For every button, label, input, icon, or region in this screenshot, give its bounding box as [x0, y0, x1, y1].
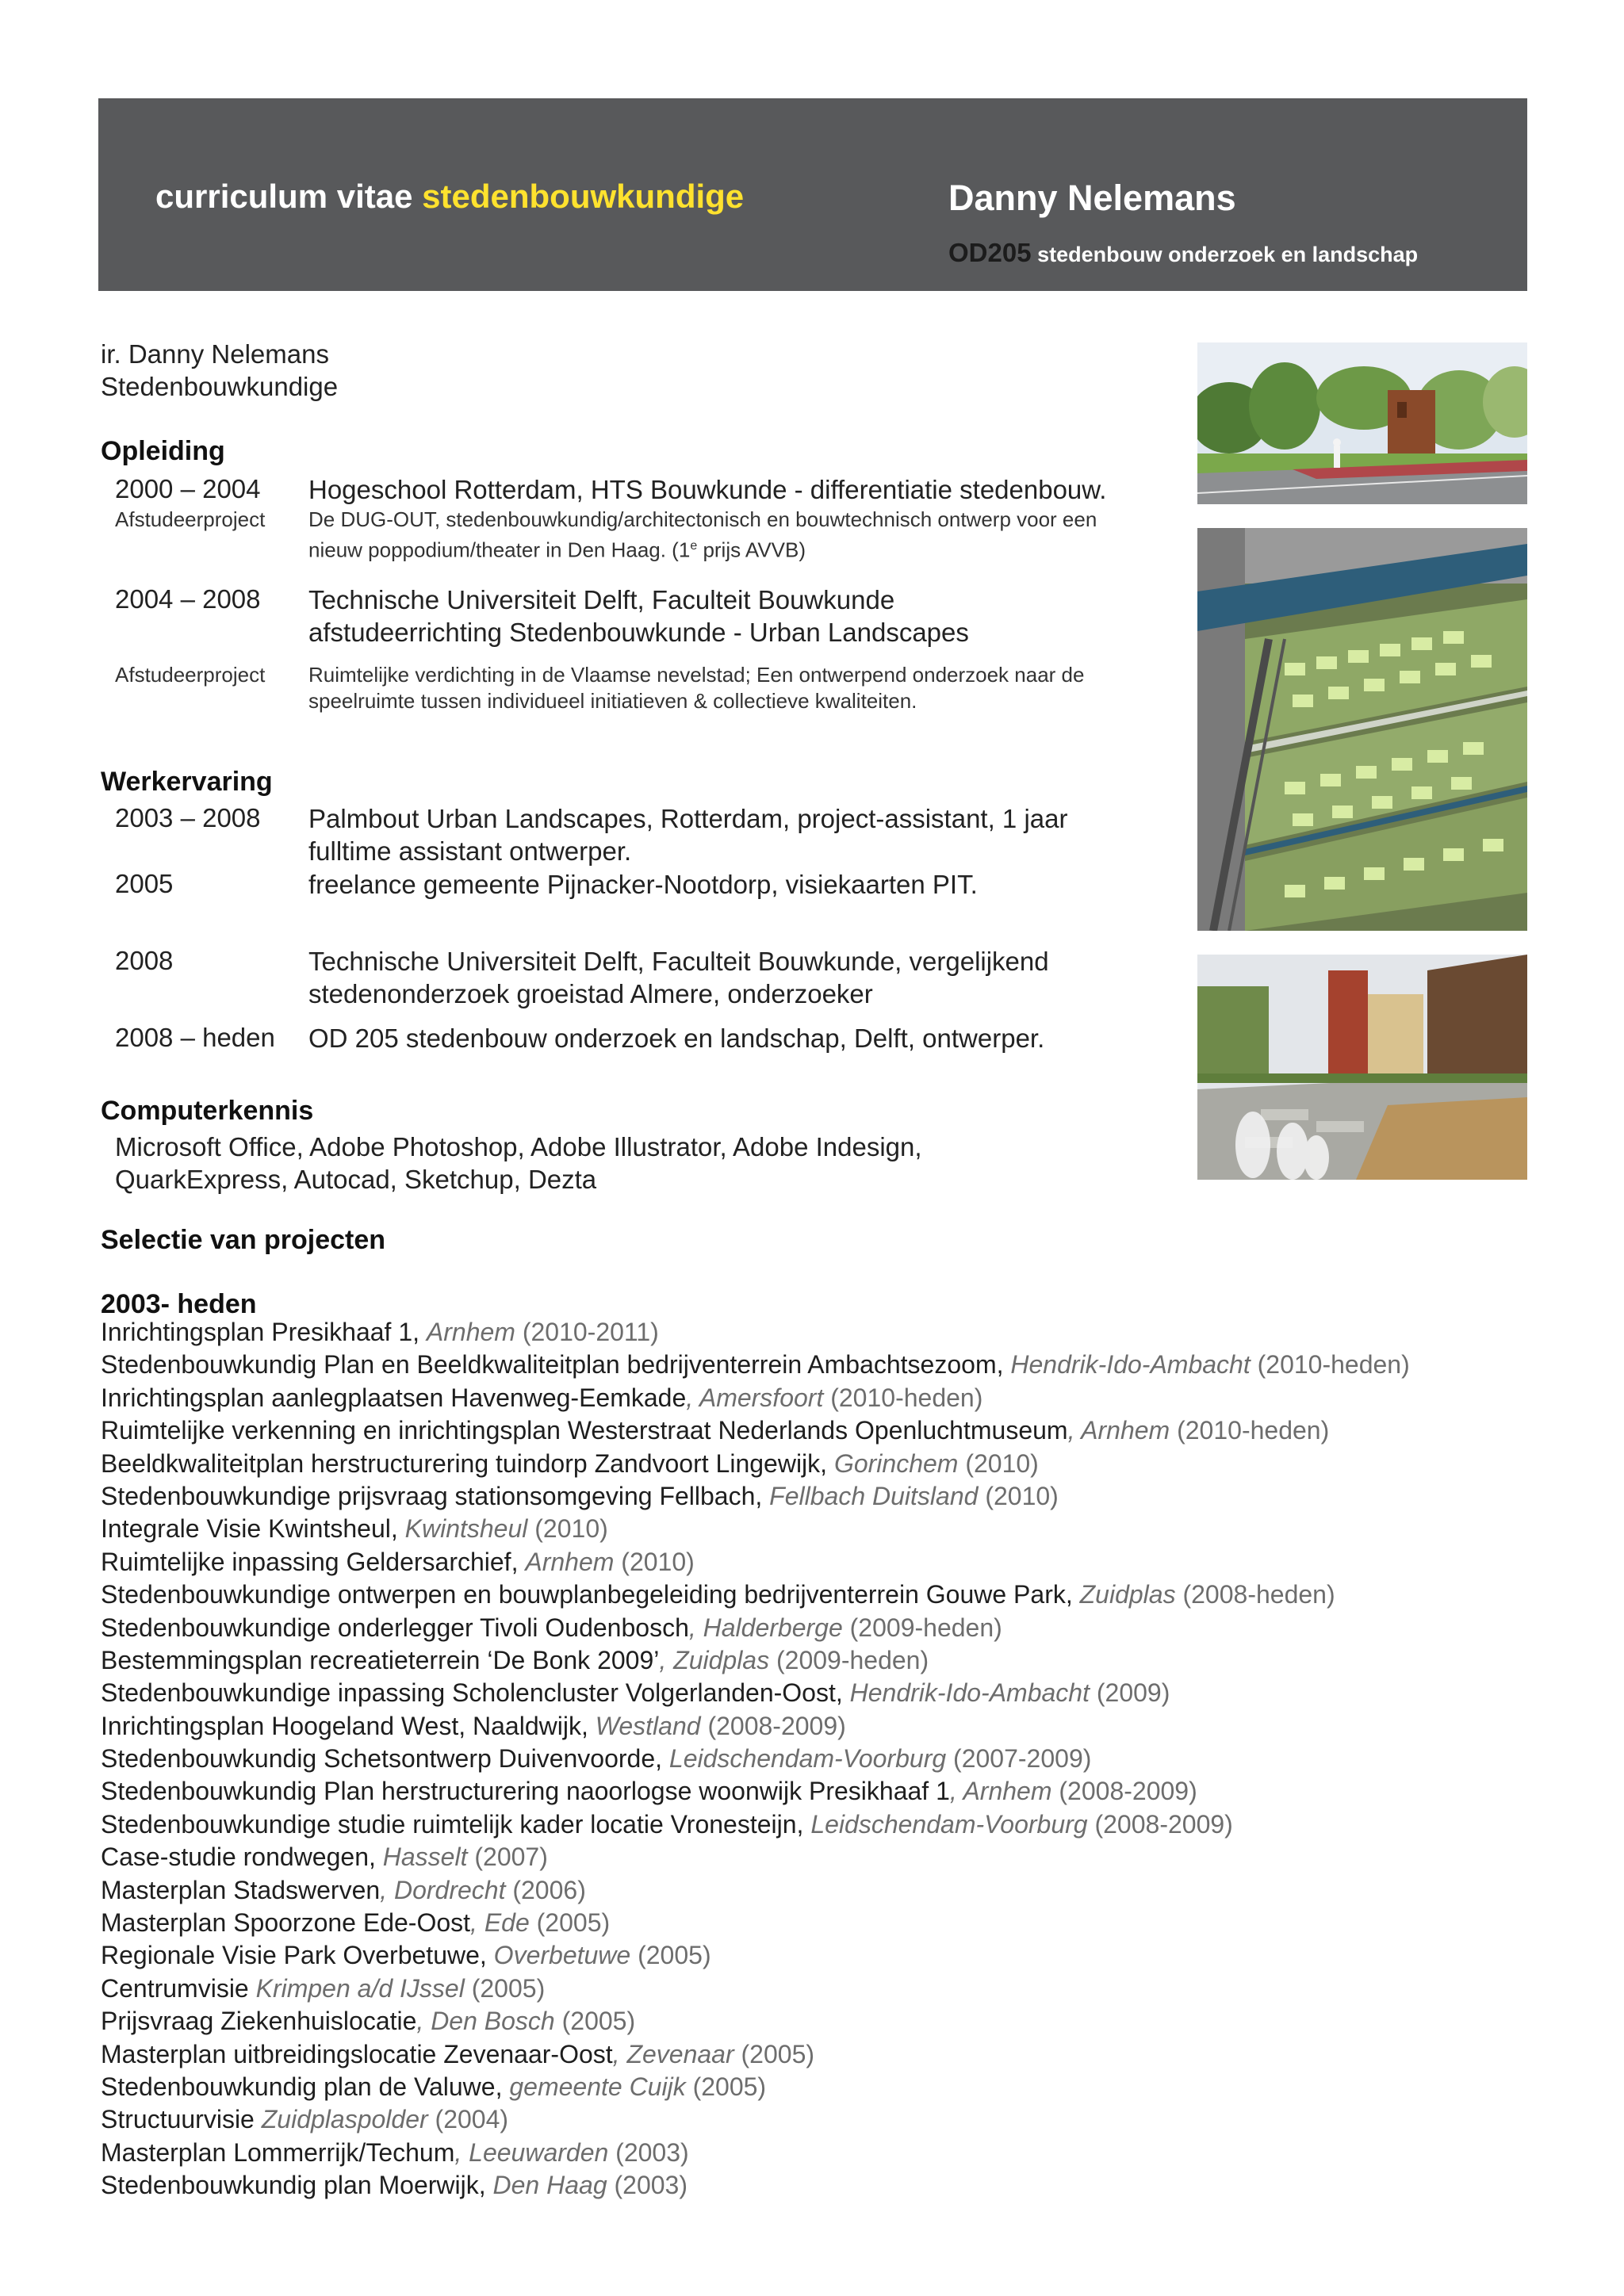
project-place: , Leeuwarden [454, 2137, 609, 2167]
street-rendering-image [1197, 342, 1527, 504]
project-title: Centrumvisie [101, 1973, 256, 2003]
project-years: (2010-heden) [823, 1383, 983, 1412]
project-title: Masterplan Spoorzone Ede-Oost [101, 1908, 471, 1938]
project-item [101, 1874, 1410, 1907]
project-years: (2008-2009) [700, 1711, 846, 1740]
project-years: (2009-heden) [769, 1645, 929, 1674]
project-title: Stedenbouwkundige prijsvraag stationsomgeving Fellbach, [101, 1481, 770, 1510]
education-thesis-detail: De DUG-OUT, stedenbouwkundig/architectonisch en bouwtechnisch ontwerp voor een [308, 507, 1097, 531]
project-title: Stedenbouwkundig Plan herstructurering naoorlogse woonwijk Presikhaaf 1 [101, 1777, 950, 1806]
work-description: Palmbout Urban Landscapes, Rotterdam, project-assistant, 1 jaar [308, 804, 1068, 833]
education-years: 2000 – 2004 [115, 474, 261, 503]
project-item [101, 1513, 1410, 1545]
education-years: 2004 – 2008 [115, 584, 261, 614]
person-role: Stedenbouwkundige [101, 372, 339, 401]
project-place: , Arnhem [949, 1777, 1052, 1806]
project-item [101, 1808, 1410, 1841]
work-years: 2005 [115, 869, 174, 898]
education-heading: Opleiding [101, 436, 225, 466]
project-item [101, 1414, 1410, 1447]
education-thesis-detail [308, 533, 806, 564]
work-description: freelance gemeente Pijnacker-Nootdorp, visiekaarten PIT. [308, 870, 978, 899]
project-title: Bestemmingsplan recreatieterrein ‘De Bonk 2009’ [101, 1645, 660, 1674]
education-institution: Technische Universiteit Delft, Faculteit Bouwkunde [308, 585, 895, 614]
project-item [101, 1349, 1410, 1381]
project-title: Ruimtelijke verkenning en inrichtingsplan Westerstraat Nederlands Openluchtmuseum [101, 1416, 1068, 1445]
education-thesis-label: Afstudeerproject [115, 507, 266, 531]
detail-text: prijs AVVB) [697, 538, 806, 562]
project-item [101, 2038, 1410, 2071]
title-accent: stedenbouwkundige [422, 178, 745, 215]
project-title: Ruimtelijke inpassing Geldersarchief, [101, 1547, 526, 1576]
work-description: OD 205 stedenbouw onderzoek en landschap, Delft, ontwerper. [308, 1024, 1045, 1053]
project-place: Zuidplaspolder [261, 2105, 428, 2134]
project-title: Stedenbouwkundige ontwerpen en bouwplanbegeleiding bedrijventerrein Gouwe Park, [101, 1580, 1080, 1609]
superscript: e [690, 539, 698, 553]
project-years: (2005) [529, 1908, 611, 1938]
project-item [101, 1677, 1410, 1709]
project-title: Structuurvisie [101, 2105, 262, 2134]
project-place: Westland [595, 1711, 701, 1740]
detail-text: nieuw poppodium/theater in Den Haag. (1 [308, 538, 691, 562]
work-years: 2003 – 2008 [115, 803, 261, 832]
project-place: Overbetuwe [493, 1941, 631, 1970]
project-item [101, 2005, 1410, 2038]
project-years: (2005) [733, 2039, 815, 2068]
project-place: Hendrik-Ido-Ambacht [1010, 1350, 1251, 1380]
project-years: (2010) [978, 1481, 1059, 1510]
project-place: Hendrik-Ido-Ambacht [849, 1678, 1090, 1708]
project-years: (2010-2011) [515, 1318, 659, 1346]
project-item [101, 1480, 1410, 1513]
cv-title [155, 178, 744, 216]
org-name: stedenbouw onderzoek en landschap [1037, 243, 1419, 266]
project-years: (2009) [1089, 1678, 1170, 1708]
project-title: Masterplan Stadswerven [101, 1875, 381, 1904]
plaza-rendering-image [1197, 955, 1527, 1180]
project-years: (2005) [630, 1941, 711, 1970]
project-years: (2005) [554, 2007, 636, 2036]
project-years: (2010-heden) [1170, 1416, 1330, 1445]
project-item [101, 1448, 1410, 1480]
project-title: Integrale Visie Kwintsheul, [101, 1514, 405, 1544]
project-years: (2010) [614, 1547, 695, 1576]
work-heading: Werkervaring [101, 767, 273, 797]
project-years: (2009-heden) [842, 1613, 1002, 1642]
project-item [101, 1939, 1410, 1972]
aerial-site-plan-image [1197, 528, 1527, 931]
project-place: , Halderberge [688, 1613, 843, 1642]
project-item [101, 1907, 1410, 1939]
computer-heading: Computerkennis [101, 1096, 314, 1126]
project-place: , Dordrecht [380, 1875, 506, 1904]
project-place: , Zuidplas [659, 1645, 770, 1674]
organisation [948, 238, 1418, 268]
project-years: (2010) [958, 1448, 1039, 1478]
project-item [101, 2103, 1410, 2136]
project-list [101, 1316, 1410, 2202]
project-place: , Amersfoort [686, 1383, 824, 1412]
project-place: , Arnhem [1067, 1416, 1170, 1445]
project-title: Regionale Visie Park Overbetuwe, [101, 1941, 494, 1970]
project-place: , Zevenaar [612, 2039, 734, 2068]
computer-skills: Microsoft Office, Adobe Photoshop, Adobe Illustrator, Adobe Indesign, [115, 1132, 922, 1161]
education-thesis-label: Afstudeerproject [115, 663, 266, 687]
project-title: Stedenbouwkundige inpassing Scholencluster Volgerlanden-Oost, [101, 1678, 850, 1708]
project-item [101, 2071, 1410, 2103]
project-years: (2008-2009) [1087, 1809, 1233, 1839]
project-item [101, 1316, 1410, 1349]
projects-subheading: 2003- heden [101, 1289, 257, 1319]
project-place: Kwintsheul [404, 1514, 528, 1544]
project-years: (2010) [527, 1514, 608, 1544]
work-years: 2008 [115, 946, 174, 975]
project-years: (2005) [685, 2072, 767, 2101]
education-specialisation: afstudeerrichting Stedenbouwkunde - Urban Landscapes [308, 618, 969, 647]
title-prefix: curriculum vitae [155, 178, 413, 215]
project-title: Stedenbouwkundig plan Moerwijk, [101, 2171, 493, 2200]
project-title: Stedenbouwkundige studie ruimtelijk kader locatie Vronesteijn, [101, 1809, 811, 1839]
project-years: (2008-2009) [1051, 1777, 1197, 1806]
project-place: Leidschendam-Voorburg [810, 1809, 1088, 1839]
project-item [101, 1743, 1410, 1775]
work-description: stedenonderzoek groeistad Almere, onderzoeker [308, 979, 873, 1008]
header-banner [98, 98, 1527, 291]
project-place: Leidschendam-Voorburg [668, 1744, 947, 1774]
project-place: Den Haag [492, 2171, 607, 2200]
project-item [101, 1973, 1410, 2005]
project-title: Masterplan uitbreidingslocatie Zevenaar-Oost [101, 2039, 613, 2068]
project-years: (2003) [608, 2137, 689, 2167]
projects-heading: Selectie van projecten [101, 1225, 386, 1255]
computer-skills: QuarkExpress, Autocad, Sketchup, Dezta [115, 1165, 597, 1194]
project-years: (2008-heden) [1175, 1580, 1335, 1609]
project-title: Stedenbouwkundige onderlegger Tivoli Oudenbosch [101, 1613, 689, 1642]
org-code: OD205 [948, 238, 1032, 267]
project-years: (2003) [607, 2171, 688, 2200]
project-years: (2006) [505, 1875, 586, 1904]
project-item [101, 1546, 1410, 1578]
project-years: (2007-2009) [946, 1744, 1092, 1774]
project-title: Beeldkwaliteitplan herstructurering tuindorp Zandvoort Lingewijk, [101, 1448, 834, 1478]
project-place: Fellbach Duitsland [769, 1481, 979, 1510]
project-title: Masterplan Lommerrijk/Techum [101, 2137, 455, 2167]
project-title: Prijsvraag Ziekenhuislocatie [101, 2007, 417, 2036]
project-place: , Ede [470, 1908, 530, 1938]
project-place: gemeente Cuijk [509, 2072, 686, 2101]
project-years: (2005) [464, 1973, 546, 2003]
project-title: Stedenbouwkundig plan de Valuwe, [101, 2072, 510, 2101]
person-name: ir. Danny Nelemans [101, 339, 329, 369]
project-place: Arnhem [426, 1318, 515, 1346]
project-title: Inrichtingsplan Presikhaaf 1, [101, 1318, 427, 1346]
education-institution: Hogeschool Rotterdam, HTS Bouwkunde - differentiatie stedenbouw. [308, 475, 1107, 504]
project-title: Inrichtingsplan aanlegplaatsen Havenweg-Eemkade [101, 1383, 687, 1412]
project-years: (2004) [427, 2105, 509, 2134]
education-thesis-detail: Ruimtelijke verdichting in de Vlaamse nevelstad; Een ontwerpend onderzoek naar de [308, 663, 1085, 687]
project-years: (2007) [467, 1843, 548, 1872]
project-item [101, 1775, 1410, 1808]
project-item [101, 1382, 1410, 1414]
work-years: 2008 – heden [115, 1023, 275, 1052]
project-item [101, 1841, 1410, 1873]
project-title: Stedenbouwkundig Plan en Beeldkwaliteitplan bedrijventerrein Ambachtsezoom, [101, 1350, 1011, 1380]
project-place: Hasselt [382, 1843, 468, 1872]
project-title: Case-studie rondwegen, [101, 1843, 383, 1872]
project-item [101, 1710, 1410, 1743]
work-description: Technische Universiteit Delft, Faculteit Bouwkunde, vergelijkend [308, 947, 1049, 976]
education-thesis-detail: speelruimte tussen individueel initiatieven & collectieve kwaliteiten. [308, 689, 917, 713]
project-item [101, 1578, 1410, 1611]
project-item [101, 2169, 1410, 2202]
project-place: , Den Bosch [416, 2007, 555, 2036]
project-place: Zuidplas [1079, 1580, 1176, 1609]
project-item [101, 2137, 1410, 2169]
work-description: fulltime assistant ontwerper. [308, 836, 632, 866]
project-place: Arnhem [525, 1547, 615, 1576]
project-item [101, 1612, 1410, 1644]
project-item [101, 1644, 1410, 1677]
project-years: (2010-heden) [1250, 1350, 1410, 1380]
project-place: Krimpen a/d IJssel [255, 1973, 465, 2003]
project-title: Stedenbouwkundig Schetsontwerp Duivenvoorde, [101, 1744, 669, 1774]
header-name: Danny Nelemans [948, 178, 1236, 218]
project-place: Gorinchem [833, 1448, 959, 1478]
project-title: Inrichtingsplan Hoogeland West, Naaldwijk, [101, 1711, 596, 1740]
